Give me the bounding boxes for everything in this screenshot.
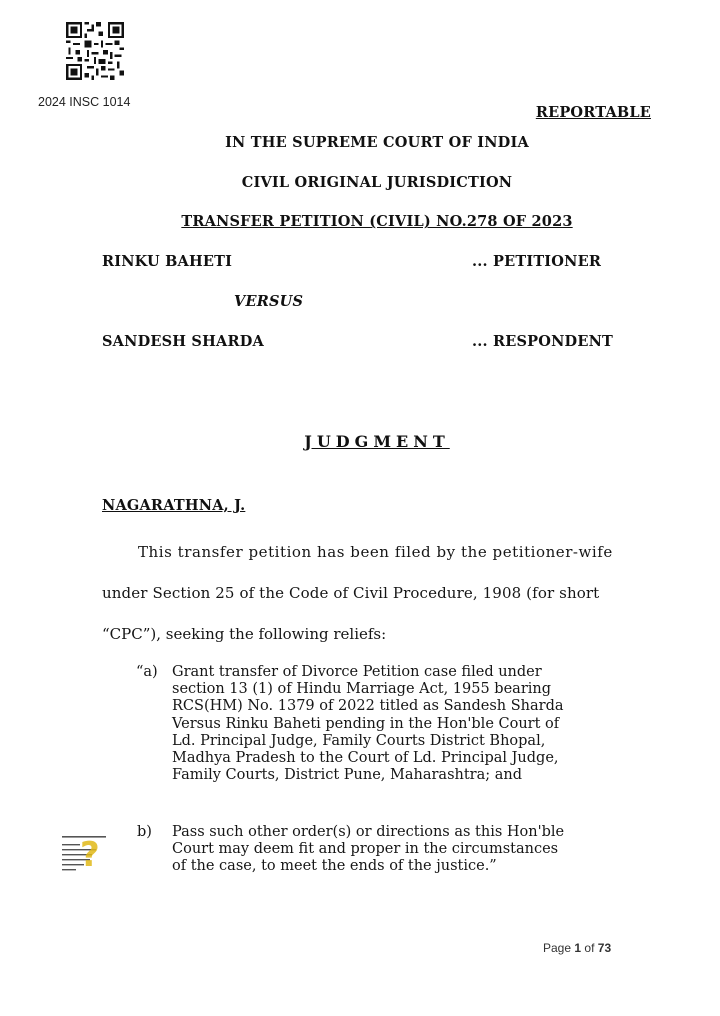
paragraph-line: under Section 25 of the Code of Civil Procedure, 1908 (for short xyxy=(102,584,600,602)
page-of: of xyxy=(584,941,595,955)
court-name: IN THE SUPREME COURT OF INDIA xyxy=(225,134,529,151)
relief-line: of the case, to meet the ends of the justice.” xyxy=(172,858,497,875)
relief-b-label: b) xyxy=(137,824,152,840)
relief-line: Versus Rinku Baheti pending in the Hon'ble Court of xyxy=(172,715,560,732)
svg-text:?: ? xyxy=(80,835,100,875)
qr-code xyxy=(66,22,124,80)
relief-a-text xyxy=(172,664,632,784)
case-title: TRANSFER PETITION (CIVIL) NO.278 OF 2023 xyxy=(181,213,573,230)
page-number xyxy=(543,941,611,955)
relief-line: Grant transfer of Divorce Petition case filed under xyxy=(172,664,542,680)
relief-line: Family Courts, District Pune, Maharashtra; and xyxy=(172,767,523,784)
page-prefix: Page xyxy=(543,941,572,955)
petitioner-name: RINKU BAHETI xyxy=(102,253,233,270)
neutral-citation: 2024 INSC 1014 xyxy=(38,95,131,109)
relief-line: Madhya Pradesh to the Court of Ld. Principal Judge, xyxy=(172,750,559,767)
relief-line: Ld. Principal Judge, Family Courts District Bhopal, xyxy=(172,732,546,749)
digital-signature-stamp xyxy=(60,830,120,882)
judgment-heading: JUDGMENT xyxy=(304,432,450,451)
relief-a-label: “a) xyxy=(136,664,158,680)
petitioner-role: ... PETITIONER xyxy=(472,253,602,270)
respondent-name: SANDESH SHARDA xyxy=(102,333,264,350)
reportable-label: REPORTABLE xyxy=(535,104,651,121)
paragraph-line: “CPC”), seeking the following reliefs: xyxy=(102,625,387,643)
paragraph-line: This transfer petition has been filed by the petitioner-wife xyxy=(138,543,613,561)
jurisdiction: CIVIL ORIGINAL JURISDICTION xyxy=(241,174,513,191)
versus-label: VERSUS xyxy=(234,293,304,310)
relief-line: Court may deem fit and proper in the circumstances xyxy=(172,841,559,858)
page-current: 1 xyxy=(574,941,582,955)
relief-line: RCS(HM) No. 1379 of 2022 titled as Sandesh Sharda xyxy=(172,698,564,715)
relief-line: Pass such other order(s) or directions as this Hon'ble xyxy=(172,824,565,840)
relief-b-text xyxy=(172,824,632,876)
relief-line: section 13 (1) of Hindu Marriage Act, 1955 bearing xyxy=(172,681,552,698)
page-total: 73 xyxy=(597,941,612,955)
respondent-role: ... RESPONDENT xyxy=(472,333,614,350)
judge-name: NAGARATHNA, J. xyxy=(102,497,246,514)
